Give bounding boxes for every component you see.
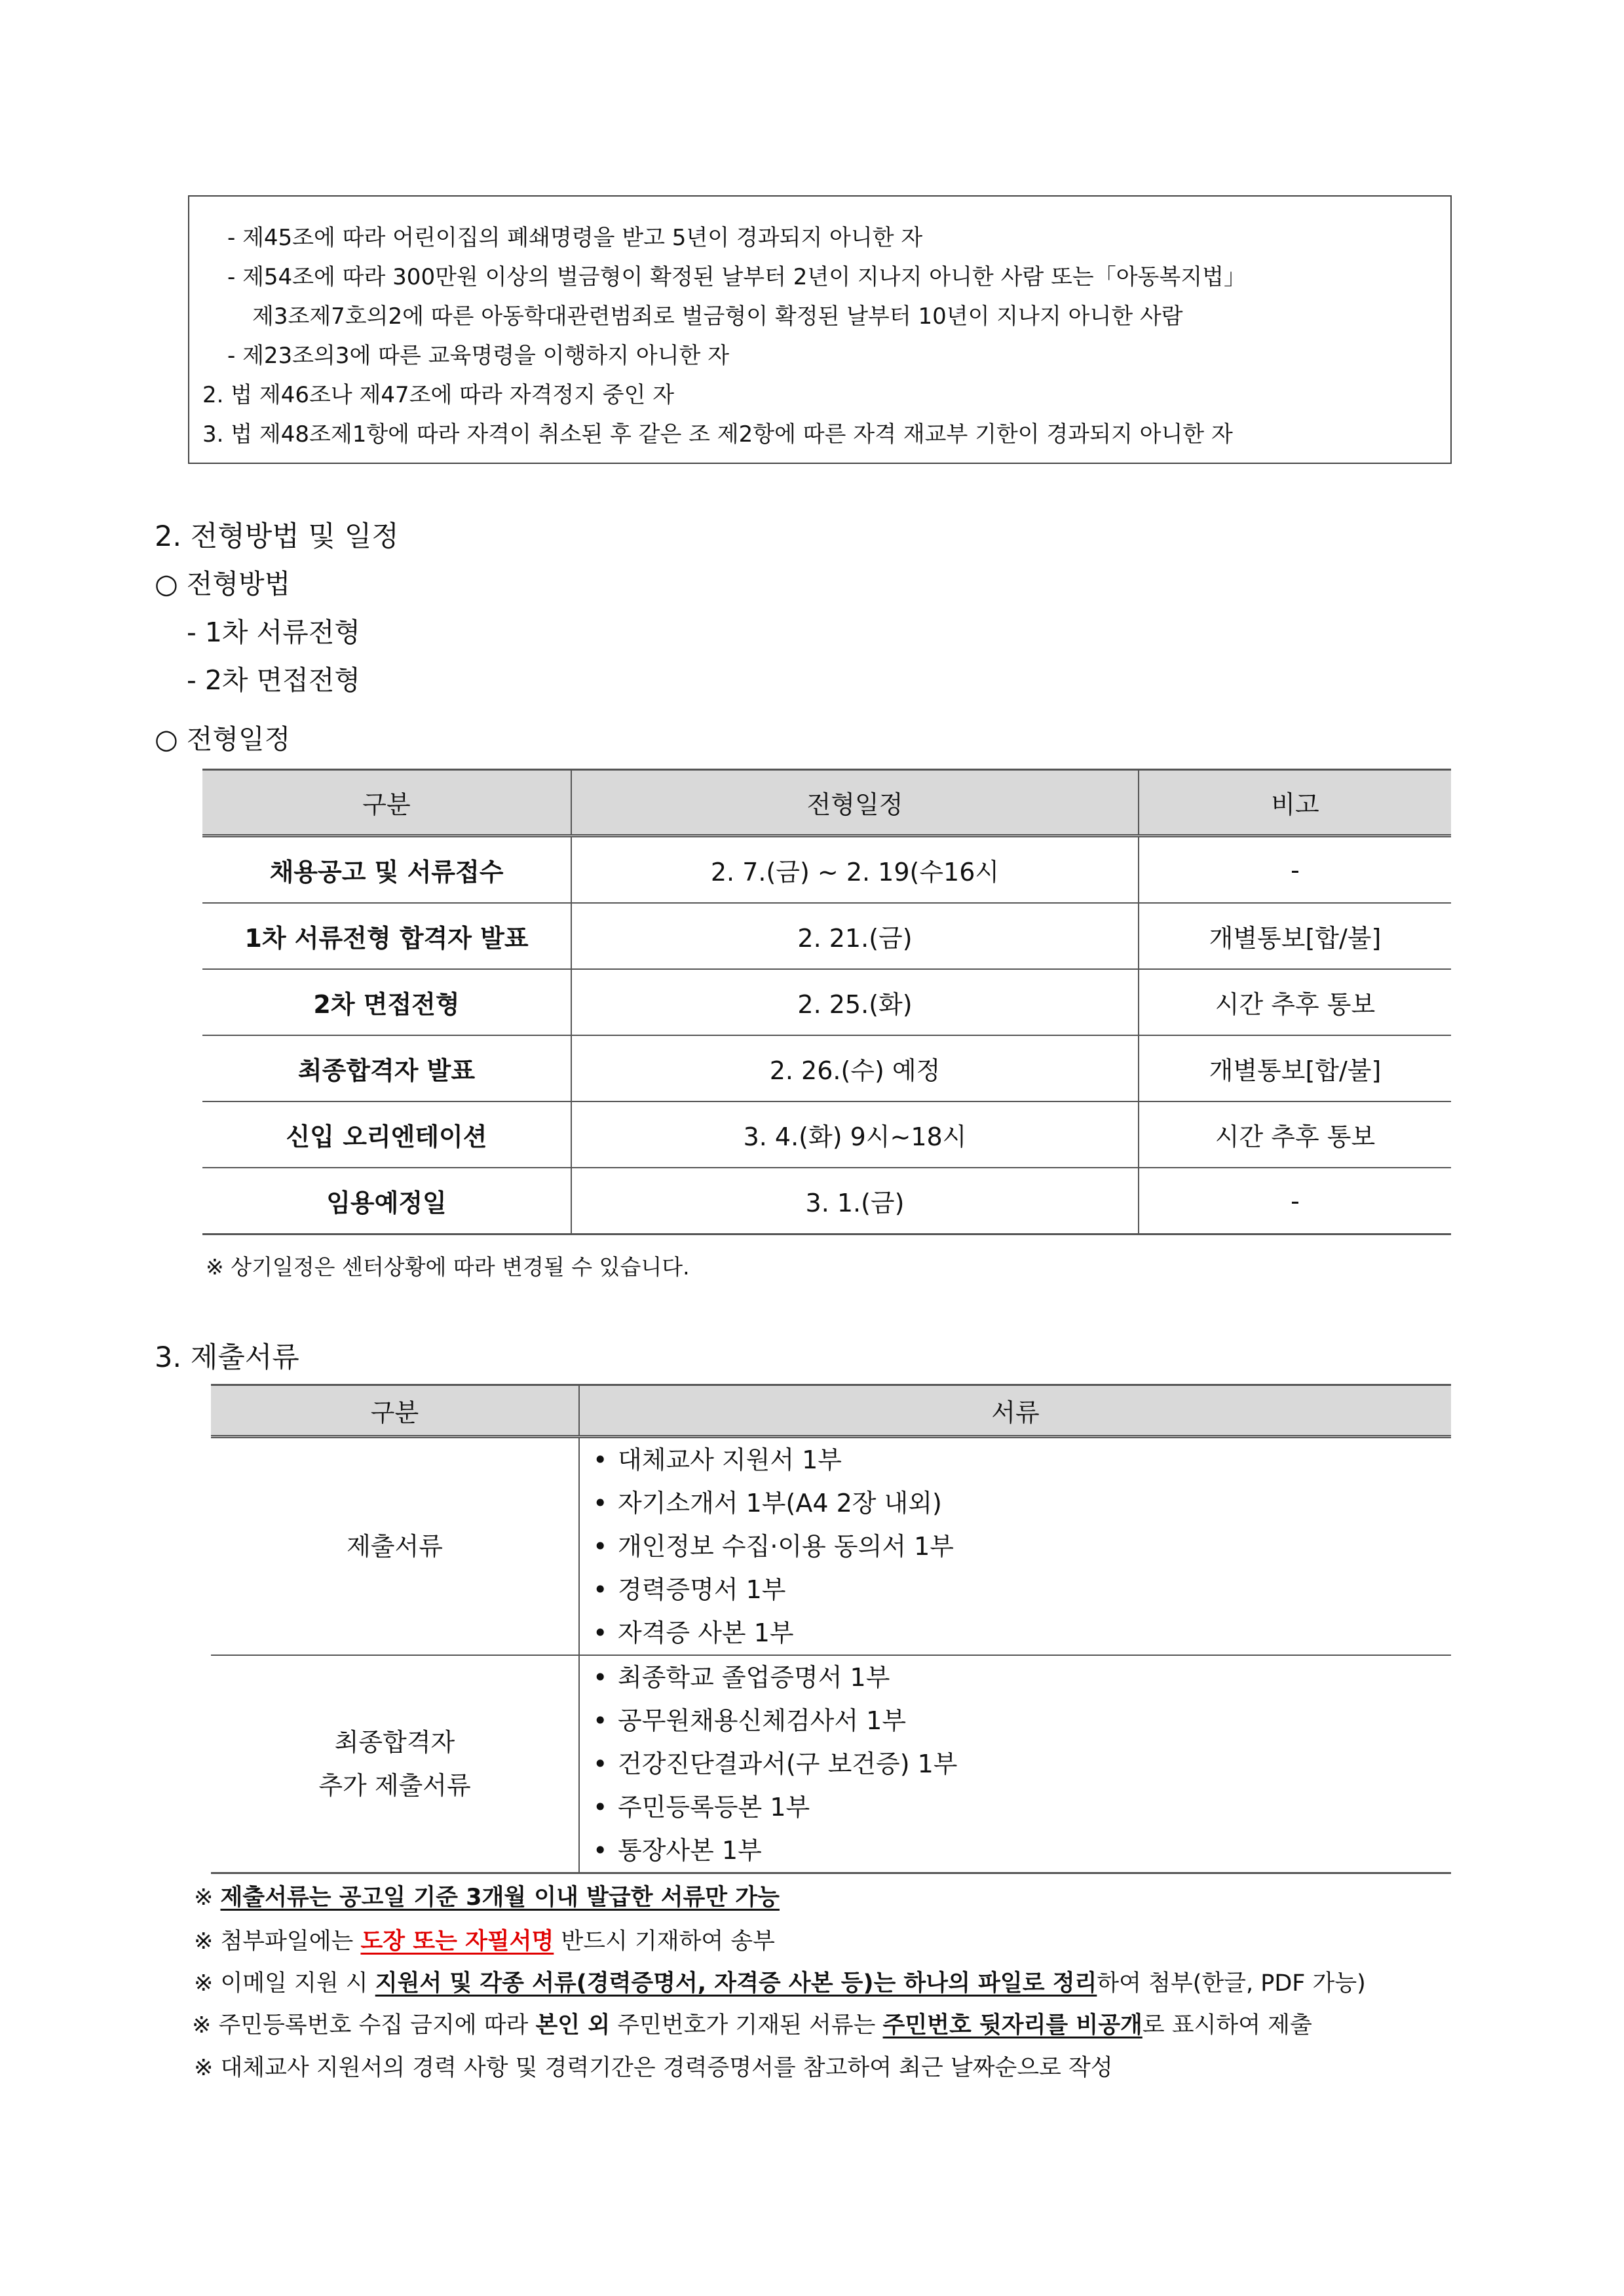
documents-table xyxy=(211,1384,1451,1874)
item-text: 자격증 사본 1부 xyxy=(618,1618,794,1647)
disqual-line: 3. 법 제48조제1항에 따라 자격이 취소된 후 같은 조 제2항에 따른 자격 재교부 기한이 경과되지 아니한 자 xyxy=(202,421,1233,448)
stage-cell: 1차 서류전형 합격자 발표 xyxy=(202,903,571,969)
header-cell: 전형일정 xyxy=(571,770,1139,836)
stage-cell: 2차 면접전형 xyxy=(202,969,571,1035)
schedule-heading: ○ 전형일정 xyxy=(155,723,291,755)
header-cell: 서류 xyxy=(579,1385,1451,1437)
bullet-icon: • xyxy=(593,1750,608,1778)
item-text: 최종학교 졸업증명서 1부 xyxy=(618,1663,890,1692)
note-career: ※ 대체교사 지원서의 경력 사항 및 경력기간은 경력증명서를 참고하여 최근 날짜순으로 작성 xyxy=(194,2055,1113,2081)
note-text: ※ 이메일 지원 시 xyxy=(194,1970,375,1997)
table-row xyxy=(211,1655,1451,1873)
table-row xyxy=(202,969,1451,1035)
note-emphasis: 제출서류는 공고일 기준 3개월 이내 발급한 서류만 가능 xyxy=(220,1885,780,1911)
note-text: ※ 첨부파일에는 xyxy=(194,1928,361,1955)
note-email xyxy=(194,1965,1366,1998)
date-cell: 3. 4.(화) 9시~18시 xyxy=(571,1101,1139,1168)
list-item xyxy=(593,1568,1451,1611)
note-text: 로 표시하여 제출 xyxy=(1142,2012,1312,2038)
list-item xyxy=(593,1438,1451,1482)
document-list xyxy=(580,1656,1451,1872)
note-text: ※ 주민등록번호 수집 금지에 따라 xyxy=(192,2012,536,2038)
note-text: 주민번호가 기재된 서류는 xyxy=(610,2012,883,2038)
bullet-icon: • xyxy=(593,1618,608,1647)
disqual-line: 2. 법 제46조나 제47조에 따라 자격정지 중인 자 xyxy=(202,382,675,408)
disqual-line: - 제45조에 따라 어린이집의 폐쇄명령을 받고 5년이 경과되지 아니한 자 xyxy=(227,225,923,251)
bullet-icon: • xyxy=(593,1532,608,1561)
bullet-icon: • xyxy=(593,1663,608,1692)
table-row xyxy=(202,1035,1451,1101)
item-text: 주민등록등본 1부 xyxy=(618,1793,810,1822)
list-item xyxy=(593,1786,1451,1829)
item-text: 개인정보 수집·이용 동의서 1부 xyxy=(618,1532,954,1561)
table-row xyxy=(202,1168,1451,1234)
stage-cell: 임용예정일 xyxy=(202,1168,571,1234)
list-item xyxy=(593,1482,1451,1525)
note-red-emphasis: 도장 또는 자필서명 xyxy=(360,1928,554,1955)
bullet-icon: • xyxy=(593,1793,608,1822)
remark-cell: 시간 추후 통보 xyxy=(1139,1101,1451,1168)
stage-cell: 최종합격자 발표 xyxy=(202,1035,571,1101)
list-item xyxy=(593,1829,1451,1872)
stage-cell: 신입 오리엔테이션 xyxy=(202,1101,571,1168)
item-text: 자기소개서 1부(A4 2장 내외) xyxy=(618,1489,942,1518)
method-heading: ○ 전형방법 xyxy=(155,568,291,600)
item-text: 건강진단결과서(구 보건증) 1부 xyxy=(618,1750,958,1778)
remark-cell: 시간 추후 통보 xyxy=(1139,969,1451,1035)
category-cell: 제출서류 xyxy=(211,1437,579,1656)
list-item xyxy=(593,1699,1451,1742)
category-line: 최종합격자 xyxy=(334,1728,455,1757)
table-row xyxy=(202,903,1451,969)
section-3-title: 3. 제출서류 xyxy=(155,1341,299,1374)
remark-cell: 개별통보[합/불] xyxy=(1139,903,1451,969)
note-mark: ※ xyxy=(194,1885,221,1911)
document-list xyxy=(580,1438,1451,1655)
remark-cell: - xyxy=(1139,1168,1451,1234)
item-text: 통장사본 1부 xyxy=(618,1836,762,1865)
note-emphasis: 주민번호 뒷자리를 비공개 xyxy=(882,2012,1142,2038)
table-header-row xyxy=(202,770,1451,836)
list-item xyxy=(593,1611,1451,1655)
category-cell xyxy=(211,1655,579,1873)
date-cell: 2. 26.(수) 예정 xyxy=(571,1035,1139,1101)
note-emphasis: 본인 외 xyxy=(535,2012,611,2038)
list-item xyxy=(593,1656,1451,1699)
note-text: 반드시 기재하여 송부 xyxy=(554,1928,775,1955)
remark-cell: - xyxy=(1139,836,1451,904)
note-resident-number xyxy=(192,2007,1312,2040)
date-cell: 3. 1.(금) xyxy=(571,1168,1139,1234)
method-item: - 2차 면접전형 xyxy=(187,664,360,696)
header-cell: 비고 xyxy=(1139,770,1451,836)
note-signature xyxy=(194,1923,775,1956)
date-cell: 2. 25.(화) xyxy=(571,969,1139,1035)
note-emphasis: 지원서 및 각종 서류(경력증명서, 자격증 사본 등)는 하나의 파일로 정리 xyxy=(375,1970,1097,1997)
table-row xyxy=(202,1101,1451,1168)
item-text: 대체교사 지원서 1부 xyxy=(618,1445,842,1474)
category-line: 추가 제출서류 xyxy=(318,1771,471,1800)
item-text: 경력증명서 1부 xyxy=(618,1575,786,1604)
note-issue-date xyxy=(194,1879,780,1912)
item-text: 공무원채용신체검사서 1부 xyxy=(618,1706,907,1735)
bullet-icon: • xyxy=(593,1836,608,1865)
items-cell xyxy=(579,1655,1451,1873)
stage-cell: 채용공고 및 서류접수 xyxy=(202,836,571,904)
bullet-icon: • xyxy=(593,1445,608,1474)
date-cell: 2. 7.(금) ~ 2. 19(수16시 xyxy=(571,836,1139,904)
section-2-title: 2. 전형방법 및 일정 xyxy=(155,520,399,553)
date-cell: 2. 21.(금) xyxy=(571,903,1139,969)
schedule-note: ※ 상기일정은 센터상황에 따라 변경될 수 있습니다. xyxy=(206,1254,690,1280)
disqual-line: - 제54조에 따라 300만원 이상의 벌금형이 확정된 날부터 2년이 지나지 아니한 사람 또는「아동복지법」 xyxy=(227,264,1246,290)
remark-cell: 개별통보[합/불] xyxy=(1139,1035,1451,1101)
list-item xyxy=(593,1525,1451,1568)
note-text: 하여 첨부(한글, PDF 가능) xyxy=(1097,1970,1366,1997)
disqualification-box xyxy=(188,195,1452,464)
bullet-icon: • xyxy=(593,1489,608,1518)
table-row xyxy=(211,1437,1451,1656)
table-row xyxy=(202,836,1451,904)
disqual-line: 제3조제7호의2에 따른 아동학대관련범죄로 벌금형이 확정된 날부터 10년이 지나지 아니한 사람 xyxy=(252,303,1183,330)
schedule-table xyxy=(202,769,1451,1235)
items-cell xyxy=(579,1437,1451,1656)
disqual-line: - 제23조의3에 따른 교육명령을 이행하지 아니한 자 xyxy=(227,343,730,369)
header-cell: 구분 xyxy=(211,1385,579,1437)
table-header-row xyxy=(211,1385,1451,1437)
bullet-icon: • xyxy=(593,1575,608,1604)
header-cell: 구분 xyxy=(202,770,571,836)
bullet-icon: • xyxy=(593,1706,608,1735)
method-item: - 1차 서류전형 xyxy=(187,617,360,648)
list-item xyxy=(593,1742,1451,1786)
